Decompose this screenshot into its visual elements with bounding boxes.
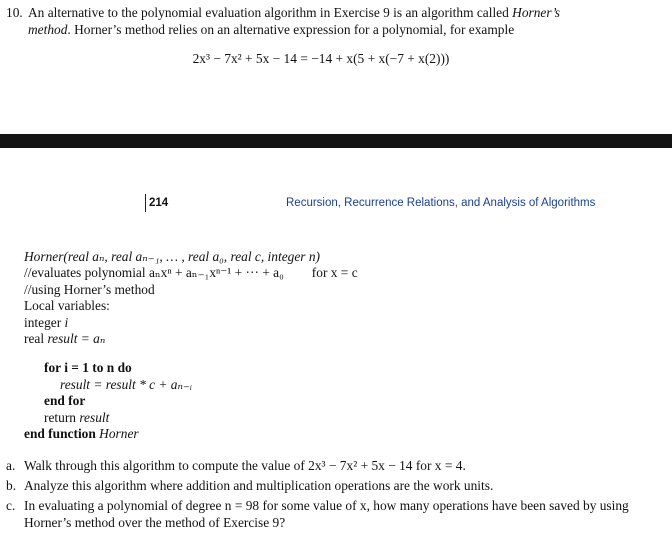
var-real-keyword: real <box>24 331 45 347</box>
algorithm-loop-body: result = result * c + aₙ₋ᵢ <box>60 376 193 392</box>
exercise-10 <box>6 4 666 67</box>
exercise-text-2: . Horner’s method relies on an alternative expression for a polynomial, for example <box>67 22 515 37</box>
question-list <box>6 458 666 535</box>
algorithm-end-for: end for <box>44 393 86 409</box>
header-rule <box>145 194 146 212</box>
question-a <box>6 458 666 474</box>
question-b <box>6 478 666 494</box>
var-integer-keyword: integer <box>24 314 62 330</box>
question-label: c. <box>6 498 16 514</box>
question-label: b. <box>6 478 17 494</box>
algorithm-comment-horner: //using Horner’s method <box>24 281 155 297</box>
algorithm-signature: Horner(real aₙ, real aₙ₋₁, … , real a₀, real c, integer n) <box>24 249 320 264</box>
algorithm-end-function <box>24 426 358 442</box>
question-c <box>6 498 666 530</box>
question-text: In evaluating a polynomial of degree n = 98 for some value of x, how many operations have been saved by using Horner’s method over the method of Exercise 9? <box>24 498 629 530</box>
question-label: a. <box>6 458 16 473</box>
exercise-line-2 <box>6 21 666 38</box>
algorithm-var-real <box>24 331 358 347</box>
question-text: Walk through this algorithm to compute the value of 2x³ − 7x² + 5x − 14 for x = 4. <box>24 458 466 473</box>
end-function-keyword: end function <box>24 426 96 442</box>
exercise-number: 10. <box>6 5 23 20</box>
exercise-term-method: method <box>28 22 68 37</box>
end-function-name: Horner <box>99 426 139 442</box>
algorithm-for-loop: for i = 1 to n do <box>44 360 132 376</box>
var-real-name: result = aₙ <box>47 331 106 347</box>
algorithm-local-variables: Local variables: <box>24 298 110 314</box>
algorithm-comment-for-x: for x = c <box>311 265 358 281</box>
exercise-text-1: An alternative to the polynomial evaluation algorithm in Exercise 9 is an algorithm called <box>28 5 513 20</box>
var-integer-name: i <box>64 314 69 330</box>
algorithm-comment-evaluates: //evaluates polynomial aₙxⁿ + aₙ₋₁xⁿ⁻¹ + ··· + a₀ <box>24 265 284 281</box>
exercise-line-1 <box>6 4 666 21</box>
return-keyword: return <box>44 409 76 425</box>
formula-lhs: 2x³ − 7x² + 5x − 14 <box>192 51 297 66</box>
algorithm-return <box>24 410 358 426</box>
page-separator-band <box>0 134 672 148</box>
question-text: Analyze this algorithm where addition and multiplication operations are the work units. <box>24 478 494 494</box>
formula-rhs: = −14 + x(5 + x(−7 + x(2))) <box>300 51 450 66</box>
chapter-title: Recursion, Recurrence Relations, and Analysis of Algorithms <box>286 197 596 209</box>
exercise-term-horners: Horner’s <box>512 5 561 20</box>
return-value: result <box>79 409 110 425</box>
page-number: 214 <box>149 197 169 209</box>
algorithm-var-integer <box>24 315 358 331</box>
example-formula <box>6 50 666 67</box>
horner-algorithm <box>24 249 358 442</box>
